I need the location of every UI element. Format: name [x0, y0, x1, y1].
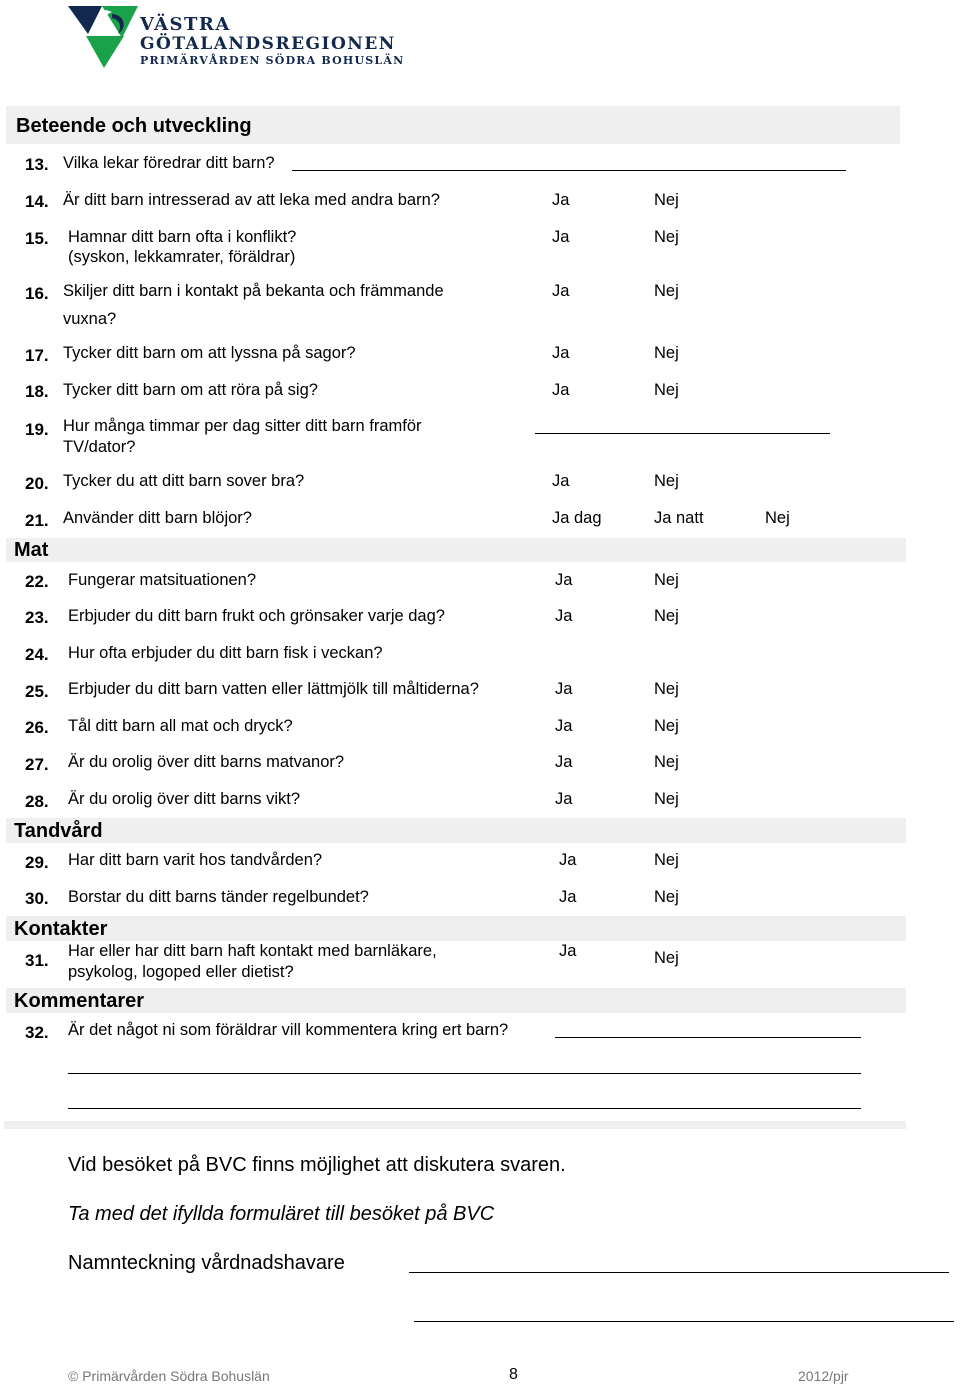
option-nej[interactable]: Nej [654, 228, 679, 246]
question-number: 28. [25, 792, 49, 811]
footer-copyright: © Primärvården Södra Bohuslän [68, 1368, 270, 1384]
question-number: 26. [25, 718, 49, 737]
closing-instruction: Ta med det ifyllda formuläret till besöket på BVC [68, 1203, 495, 1225]
option-nej[interactable]: Nej [654, 571, 679, 589]
question-text-cont: psykolog, logoped eller dietist? [68, 963, 294, 981]
comment-line-1[interactable] [555, 1037, 861, 1038]
section-title-tandvard: Tandvård [14, 820, 103, 842]
question-number: 14. [25, 192, 49, 211]
option-ja[interactable]: Ja [555, 607, 573, 625]
option-nej[interactable]: Nej [654, 888, 679, 906]
option-nej[interactable]: Nej [654, 949, 679, 967]
option-nej[interactable]: Nej [654, 472, 679, 490]
question-number: 29. [25, 853, 49, 872]
section-title-kontakter: Kontakter [14, 918, 108, 940]
comment-line-2[interactable] [68, 1073, 861, 1074]
option-ja[interactable]: Ja [552, 381, 570, 399]
question-number: 18. [25, 382, 49, 401]
question-number: 20. [25, 474, 49, 493]
question-text: Har ditt barn varit hos tandvården? [68, 851, 323, 869]
question-number: 19. [25, 420, 49, 439]
signature-label: Namnteckning vårdnadshavare [68, 1252, 345, 1274]
question-text: Borstar du ditt barns tänder regelbundet? [68, 888, 369, 906]
option-nej[interactable]: Nej [654, 381, 679, 399]
option-nej[interactable]: Nej [654, 790, 679, 808]
question-number: 30. [25, 889, 49, 908]
option-nej[interactable]: Nej [654, 680, 679, 698]
question-number: 16. [25, 284, 49, 303]
question-number: 22. [25, 572, 49, 591]
section-title-beteende: Beteende och utveckling [16, 115, 252, 137]
question-text-cont: TV/dator? [63, 438, 136, 456]
question-text: Skiljer ditt barn i kontakt på bekanta och främmande [63, 282, 444, 300]
divider-band [4, 1121, 906, 1129]
option-ja[interactable]: Ja [555, 790, 573, 808]
section-band-tandvard [6, 818, 906, 843]
option-nej[interactable]: Nej [654, 191, 679, 209]
question-text: Använder ditt barn blöjor? [63, 509, 252, 527]
footer-version: 2012/pjr [798, 1368, 849, 1384]
option-ja[interactable]: Ja [555, 753, 573, 771]
option-ja-natt[interactable]: Ja natt [654, 509, 704, 527]
question-text: Hur ofta erbjuder du ditt barn fisk i veckan? [68, 644, 383, 662]
question-text: Är det något ni som föräldrar vill kommentera kring ert barn? [68, 1021, 509, 1039]
section-band-kontakter [6, 916, 906, 941]
question-text: Tål ditt barn all mat och dryck? [68, 717, 293, 735]
section-title-mat: Mat [14, 539, 49, 561]
question-text-cont: vuxna? [63, 310, 117, 328]
option-nej[interactable]: Nej [654, 607, 679, 625]
answer-line[interactable] [535, 433, 830, 434]
question-text: Tycker ditt barn om att lyssna på sagor? [63, 344, 356, 362]
option-ja[interactable]: Ja [552, 228, 570, 246]
option-ja[interactable]: Ja [559, 888, 577, 906]
question-text: Är du orolig över ditt barns matvanor? [68, 753, 345, 771]
question-number: 13. [25, 155, 49, 174]
option-nej[interactable]: Nej [654, 344, 679, 362]
option-ja[interactable]: Ja [559, 851, 577, 869]
option-ja-dag[interactable]: Ja dag [552, 509, 602, 527]
question-number: 23. [25, 608, 49, 627]
option-ja[interactable]: Ja [552, 472, 570, 490]
question-number: 32. [25, 1023, 49, 1042]
signature-line-2[interactable] [414, 1321, 954, 1322]
question-text: Tycker ditt barn om att röra på sig? [63, 381, 318, 399]
logo-text-line3: PRIMÄRVÅRDEN SÖDRA BOHUSLÄN [140, 54, 405, 67]
option-nej[interactable]: Nej [654, 282, 679, 300]
question-text: Fungerar matsituationen? [68, 571, 257, 589]
question-text: Erbjuder du ditt barn frukt och grönsaker varje dag? [68, 607, 445, 625]
logo-text-line1: VÄSTRA [140, 14, 231, 35]
question-text: Hur många timmar per dag sitter ditt barn framför [63, 417, 422, 435]
closing-note: Vid besöket på BVC finns möjlighet att diskutera svaren. [68, 1154, 566, 1176]
option-ja[interactable]: Ja [555, 680, 573, 698]
page-number: 8 [509, 1366, 518, 1383]
question-number: 31. [25, 951, 49, 970]
option-nej[interactable]: Nej [654, 753, 679, 771]
question-text: Erbjuder du ditt barn vatten eller lättmjölk till måltiderna? [68, 680, 479, 698]
question-text: Tycker du att ditt barn sover bra? [63, 472, 305, 490]
question-number: 15. [25, 229, 49, 248]
section-band-mat [6, 538, 906, 562]
question-number: 21. [25, 511, 49, 530]
question-number: 27. [25, 755, 49, 774]
logo-text-line2: GÖTALANDSREGIONEN [140, 34, 396, 54]
comment-line-3[interactable] [68, 1108, 861, 1109]
question-text: Hamnar ditt barn ofta i konflikt? [68, 228, 297, 246]
option-nej[interactable]: Nej [654, 717, 679, 735]
question-text: Vilka lekar föredrar ditt barn? [63, 154, 275, 172]
section-title-kommentarer: Kommentarer [14, 990, 145, 1012]
option-ja[interactable]: Ja [552, 191, 570, 209]
option-ja[interactable]: Ja [552, 344, 570, 362]
option-ja[interactable]: Ja [555, 717, 573, 735]
signature-line-1[interactable] [409, 1272, 949, 1273]
question-number: 17. [25, 346, 49, 365]
question-text: Har eller har ditt barn haft kontakt med barnläkare, [68, 942, 437, 960]
question-number: 25. [25, 682, 49, 701]
question-number: 24. [25, 645, 49, 664]
question-text: Är du orolig över ditt barns vikt? [68, 790, 301, 808]
region-logo-icon [66, 4, 140, 72]
question-text: Är ditt barn intresserad av att leka med andra barn? [63, 191, 440, 209]
answer-line[interactable] [292, 170, 846, 171]
option-ja[interactable]: Ja [555, 571, 573, 589]
question-text-cont: (syskon, lekkamrater, föräldrar) [68, 248, 296, 266]
option-ja[interactable]: Ja [559, 942, 577, 960]
option-nej[interactable]: Nej [765, 509, 790, 527]
option-ja[interactable]: Ja [552, 282, 570, 300]
option-nej[interactable]: Nej [654, 851, 679, 869]
